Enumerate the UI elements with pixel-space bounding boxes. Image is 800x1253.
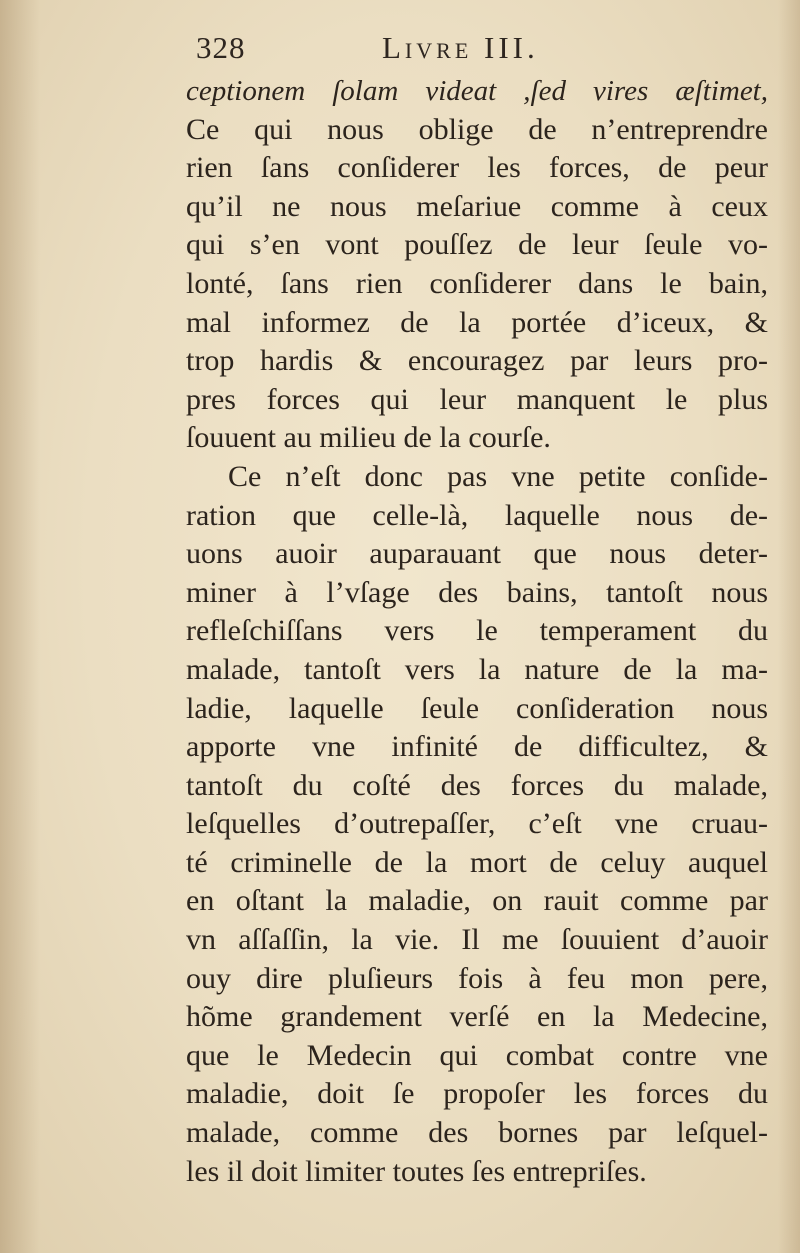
body-text bbox=[186, 72, 768, 1191]
text-line: lonté, ſans rien conſiderer dans le bain, bbox=[186, 266, 768, 300]
text-line: Ce n’eſt donc pas vne petite conſide- bbox=[228, 459, 768, 493]
text-line: pres forces qui leur manquent le plus bbox=[186, 382, 768, 416]
text-line: Ce qui nous oblige de n’entreprendre bbox=[186, 112, 768, 146]
text-line: ſouuent au milieu de la courſe. bbox=[186, 421, 551, 455]
text-line: trop hardis & encouragez par leurs pro- bbox=[186, 344, 768, 378]
text-line: vn aſſaſſin, la vie. Il me ſouuient d’auoir bbox=[186, 923, 768, 957]
text-line: rien ſans conſiderer les forces, de peur bbox=[186, 151, 768, 185]
text-line: mal informez de la portée d’iceux, & bbox=[186, 305, 768, 339]
text-line: malade, comme des bornes par leſquel- bbox=[186, 1116, 768, 1150]
text-line: qu’il ne nous meſariue comme à ceux bbox=[186, 189, 768, 223]
text-line: malade, tantoſt vers la nature de la ma- bbox=[186, 652, 768, 686]
text-line: leſquelles d’outrepaſſer, c’eſt vne cruau- bbox=[186, 807, 768, 841]
text-line: hõme grandement verſé en la Medecine, bbox=[186, 1000, 768, 1034]
text-line: ouy dire pluſieurs fois à feu mon pere, bbox=[186, 961, 768, 995]
text-line: les il doit limiter toutes ſes entrepriſes. bbox=[186, 1154, 647, 1188]
text-line: qui s’en vont pouſſez de leur ſeule vo- bbox=[186, 228, 768, 262]
page-header bbox=[196, 30, 776, 70]
text-line: ladie, laquelle ſeule conſideration nous bbox=[186, 691, 768, 725]
text-line: refleſchiſſans vers le temperament du bbox=[186, 614, 768, 648]
text-line: ration que celle-là, laquelle nous de- bbox=[186, 498, 768, 532]
text-line: apporte vne infinité de difficultez, & bbox=[186, 730, 768, 764]
text-line: uons auoir auparauant que nous deter- bbox=[186, 537, 768, 571]
text-line: miner à l’vſage des bains, tantoſt nous bbox=[186, 575, 768, 609]
text-line: tantoſt du coſté des forces du malade, bbox=[186, 768, 768, 802]
running-title: Livre III. bbox=[382, 30, 539, 65]
text-line: té criminelle de la mort de celuy auquel bbox=[186, 845, 768, 879]
text-line: en oſtant la maladie, on rauit comme par bbox=[186, 884, 768, 918]
page-number: 328 bbox=[196, 30, 246, 65]
text-line: que le Medecin qui combat contre vne bbox=[186, 1038, 768, 1072]
text-line: maladie, doit ſe propoſer les forces du bbox=[186, 1077, 768, 1111]
text-line: ceptionem ſolam videat ,ſed vires æſtimet, bbox=[186, 75, 768, 107]
